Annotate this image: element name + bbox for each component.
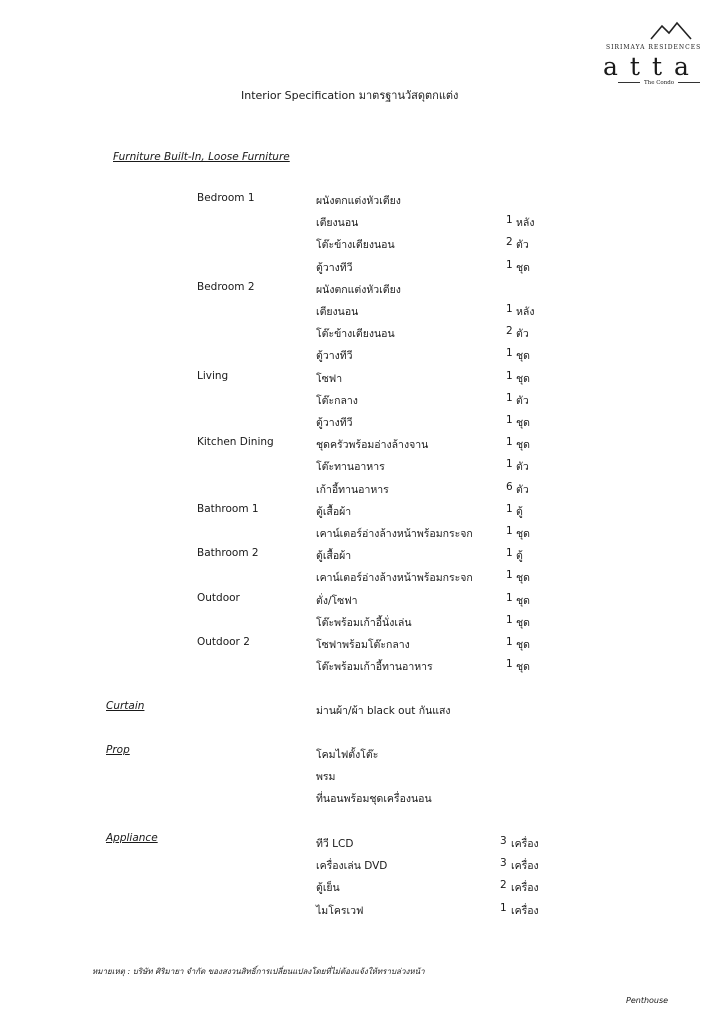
item-name: ตู้เย็น	[316, 882, 340, 895]
item-name: เตียงนอน	[316, 217, 359, 230]
item-unit: ชุด	[516, 639, 530, 651]
item-unit: ตัว	[516, 394, 529, 407]
item-quantity: 2	[506, 236, 513, 249]
item-quantity: 1	[506, 569, 513, 582]
item-quantity: 3	[500, 857, 507, 870]
item-quantity: 2	[506, 325, 513, 338]
item-name: ตู้วางทีวี	[316, 261, 353, 274]
item-name: เคาน์เตอร์อ่างล้างหน้าพร้อมกระจก	[316, 528, 473, 540]
item-name: เคาน์เตอร์อ่างล้างหน้าพร้อมกระจก	[316, 572, 473, 585]
logo-subtitle	[614, 80, 704, 86]
item-name: ชุดครัวพร้อมอ่างล้างจาน	[316, 439, 429, 452]
item-name: เก้าอี้ทานอาหาร	[316, 483, 389, 496]
item-unit: ตัว	[516, 239, 529, 252]
item-unit: หลัง	[516, 217, 535, 230]
item-unit: หลัง	[516, 306, 535, 318]
item-unit: ตัว	[516, 328, 529, 341]
item-name: ตู้เสื้อผ้า	[316, 505, 352, 518]
item-unit: ตู้	[516, 505, 523, 518]
item-name: โต๊ะข้างเตียงนอน	[316, 239, 395, 252]
item-unit: ชุด	[516, 417, 530, 429]
room-label: Bathroom 1	[197, 502, 259, 515]
item-unit: ชุด	[516, 594, 530, 607]
section-heading-prop: Prop	[106, 744, 130, 756]
item-name: โต๊ะข้างเตียงนอน	[316, 328, 395, 341]
item-unit: ชุด	[516, 350, 530, 363]
section-heading-curtain: Curtain	[106, 700, 145, 712]
item-name: ตู้เสื้อผ้า	[316, 550, 352, 563]
item-quantity: 1	[506, 658, 513, 671]
item-name: ทีวี LCD	[316, 838, 354, 850]
item-quantity: 1	[506, 436, 513, 449]
item-name: ม่านผ้า/ผ้า black out กันแสง	[316, 705, 451, 717]
item-quantity: 1	[506, 502, 513, 515]
item-quantity: 1	[506, 391, 513, 404]
section-heading-furniture: Furniture Built-In, Loose Furniture	[113, 151, 290, 163]
item-quantity: 1	[506, 214, 513, 227]
item-quantity: 1	[506, 613, 513, 626]
item-quantity: 1	[506, 347, 513, 360]
section-heading-appliance: Appliance	[106, 832, 158, 844]
item-unit: ชุด	[516, 261, 530, 274]
room-label: Bedroom 1	[197, 192, 255, 204]
item-name: โต๊ะทานอาหาร	[316, 461, 385, 474]
room-label: Living	[197, 369, 229, 382]
item-name: โต๊ะพร้อมเก้าอี้ทานอาหาร	[316, 661, 433, 674]
item-unit: ชุด	[516, 572, 530, 585]
item-unit: ชุด	[516, 616, 530, 629]
item-name: โซฟา	[316, 372, 343, 385]
item-unit: เครื่อง	[511, 860, 539, 873]
item-unit: เครื่อง	[511, 838, 539, 850]
item-quantity: 1	[506, 414, 513, 426]
item-quantity: 1	[506, 525, 513, 537]
item-unit: เครื่อง	[511, 882, 539, 895]
item-quantity: 1	[506, 547, 513, 560]
item-unit: ชุด	[516, 372, 530, 385]
item-unit: เครื่อง	[511, 904, 539, 917]
item-quantity: 1	[506, 303, 513, 315]
logo-tagline: SIRIMAYA RESIDENCES	[606, 44, 702, 51]
item-name: เครื่องเล่น DVD	[316, 860, 388, 873]
room-label: Bedroom 2	[197, 280, 255, 293]
item-quantity: 2	[500, 879, 507, 892]
item-name: ที่นอนพร้อมชุดเครื่องนอน	[316, 793, 432, 806]
item-unit: ตัว	[516, 461, 529, 474]
item-name: โต๊ะพร้อมเก้าอี้นั่งเล่น	[316, 616, 412, 629]
item-unit: ชุด	[516, 661, 530, 674]
item-name: พรม	[316, 771, 336, 784]
logo-wordmark: atta	[603, 52, 701, 81]
item-quantity: 6	[506, 480, 513, 493]
item-name: โต๊ะกลาง	[316, 394, 358, 407]
item-quantity: 1	[500, 901, 507, 914]
item-unit: ตู้	[516, 550, 523, 563]
item-quantity: 1	[506, 369, 513, 382]
item-quantity: 3	[500, 835, 507, 847]
item-quantity: 1	[506, 258, 513, 271]
item-name: ตู้วางทีวี	[316, 350, 353, 363]
room-label: Kitchen Dining	[197, 436, 274, 449]
item-quantity: 1	[506, 591, 513, 604]
room-label: Outdoor 2	[197, 636, 250, 648]
item-name: โซฟาพร้อมโต๊ะกลาง	[316, 639, 410, 651]
page-footer: Penthouse	[626, 996, 669, 1005]
item-name: ไมโครเวฟ	[316, 904, 364, 917]
room-label: Outdoor	[197, 591, 240, 604]
item-name: ตั่ง/โซฟา	[316, 594, 358, 607]
disclaimer-note: หมายเหตุ : บริษัท ศิริมายา จำกัด ของสงวนสิทธิ์การเปลี่ยนแปลงโดยที่ไม่ต้องแจ้งให้ทราบล่วงหน้า	[92, 967, 425, 976]
item-name: ตู้วางทีวี	[316, 417, 353, 429]
item-unit: ชุด	[516, 528, 530, 540]
mountain-logo-icon	[650, 20, 692, 40]
item-quantity: 1	[506, 458, 513, 471]
room-label: Bathroom 2	[197, 547, 259, 560]
item-name: โคมไฟตั้งโต๊ะ	[316, 749, 379, 761]
item-unit: ตัว	[516, 483, 529, 496]
item-name: ผนังตกแต่งหัวเตียง	[316, 195, 401, 207]
item-unit: ชุด	[516, 439, 530, 452]
item-name: เตียงนอน	[316, 306, 359, 318]
item-quantity: 1	[506, 636, 513, 648]
item-name: ผนังตกแต่งหัวเตียง	[316, 283, 401, 296]
page-title: Interior Specification มาตรฐานวัสดุตกแต่ง	[241, 89, 459, 102]
logo-subtitle-text: The Condo	[644, 80, 675, 86]
